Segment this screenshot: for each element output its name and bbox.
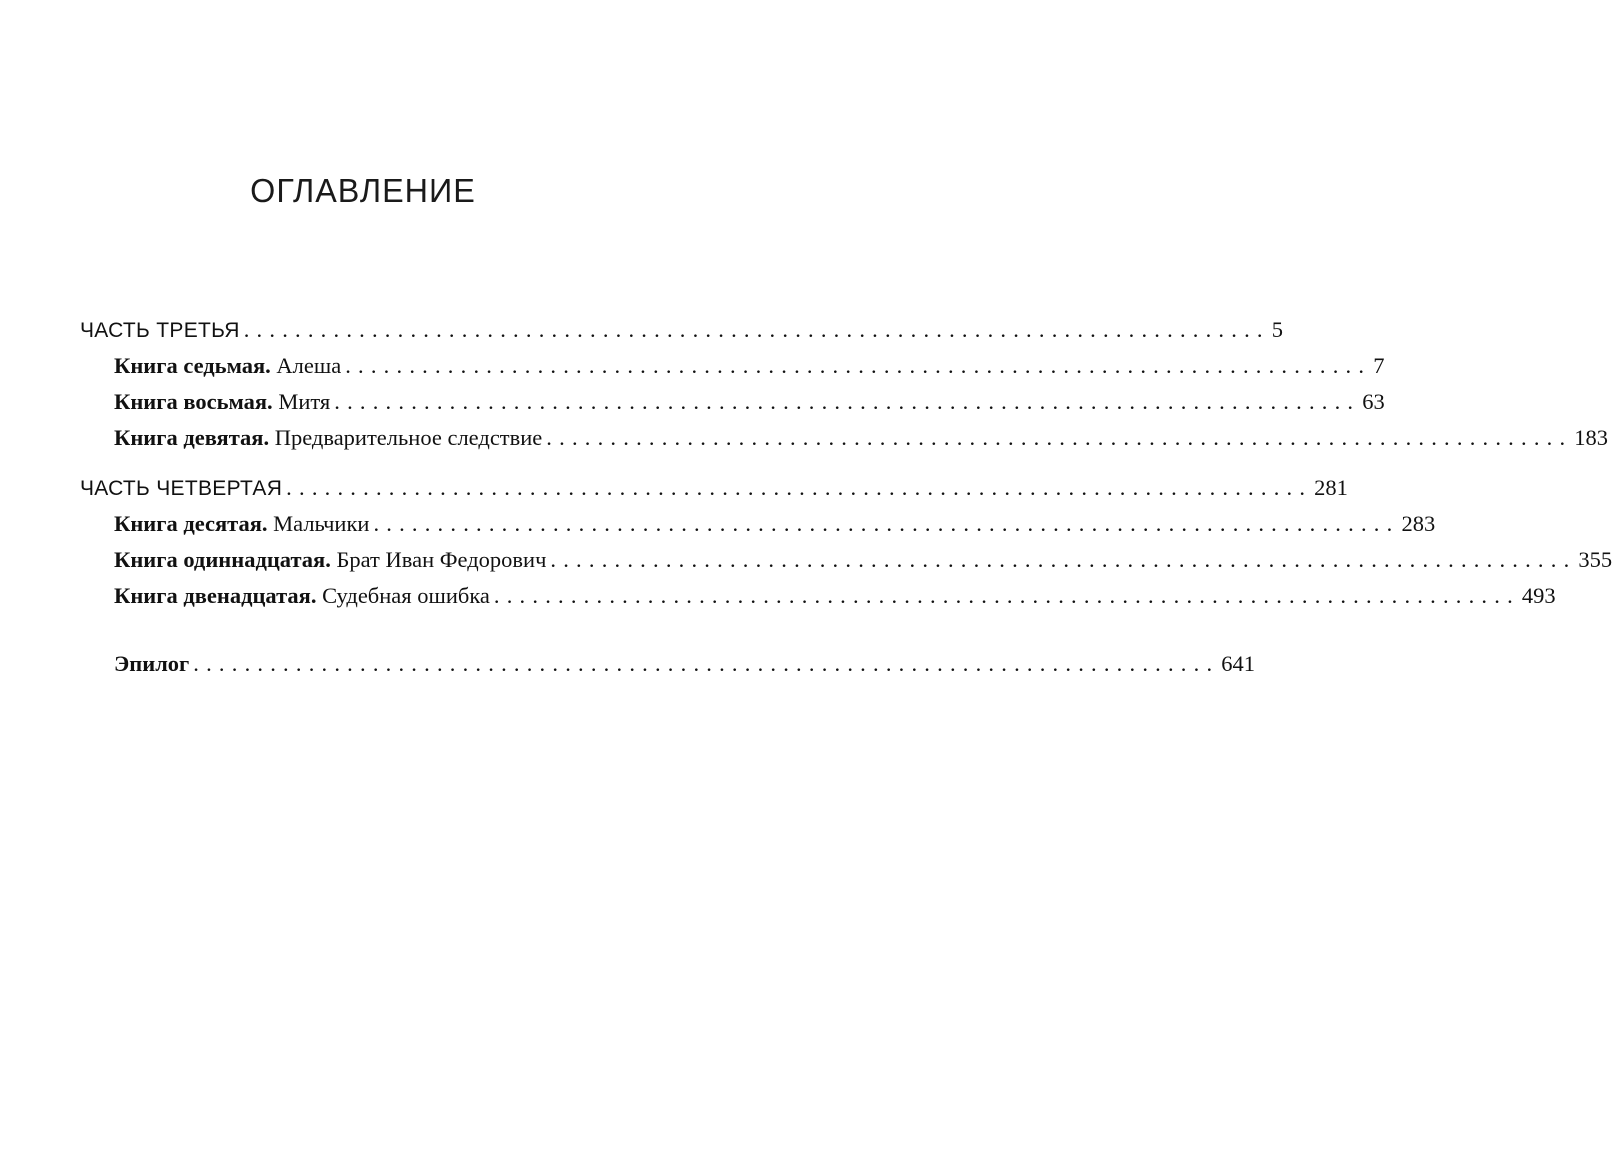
book-name: Книга восьмая. <box>114 389 273 414</box>
book-subtitle: Брат Иван Федорович <box>336 547 547 572</box>
dot-leader: ................................................................................ <box>193 651 1220 676</box>
toc-part-4[interactable] <box>80 470 1348 506</box>
page-number: 5 <box>1271 317 1283 342</box>
book-subtitle: Митя <box>278 389 331 414</box>
page-number: 493 <box>1521 583 1556 608</box>
toc-book-9[interactable] <box>80 420 1609 456</box>
book-name: Книга девятая. <box>114 425 270 450</box>
dot-leader: ................................................................................ <box>243 317 1270 342</box>
toc-part-3[interactable] <box>80 312 1283 348</box>
page-number: 355 <box>1578 547 1612 572</box>
table-of-contents <box>80 312 1612 682</box>
book-subtitle: Предварительное следствие <box>274 425 543 450</box>
book-subtitle: Мальчики <box>273 511 370 536</box>
page-number: 63 <box>1362 389 1385 414</box>
book-name: Книга седьмая. <box>114 353 271 378</box>
book-subtitle: Алеша <box>276 353 342 378</box>
page-number: 183 <box>1574 425 1609 450</box>
toc-book-7[interactable] <box>80 348 1385 384</box>
book-name: Книга одиннадцатая. <box>114 547 331 572</box>
dot-leader: ................................................................................ <box>286 475 1313 500</box>
epilogue-name: Эпилог <box>114 646 193 682</box>
toc-book-8[interactable] <box>80 384 1385 420</box>
book-name: Книга десятая. <box>114 511 268 536</box>
dot-leader: ................................................................................ <box>373 511 1400 536</box>
toc-book-10[interactable] <box>80 506 1436 542</box>
page-number: 7 <box>1373 353 1385 378</box>
toc-epilogue[interactable] <box>80 646 1256 682</box>
dot-leader: ................................................................................ <box>345 353 1372 378</box>
page-number: 283 <box>1401 511 1436 536</box>
page-title: ОГЛАВЛЕНИЕ <box>250 172 476 209</box>
page-number: 281 <box>1314 475 1348 500</box>
dot-leader: ................................................................................ <box>546 425 1573 450</box>
dot-leader: ................................................................................ <box>334 389 1361 414</box>
part-title: ЧАСТЬ ТРЕТЬЯ <box>80 313 244 349</box>
page-number: 641 <box>1221 651 1256 676</box>
part-title: ЧАСТЬ ЧЕТВЕРТАЯ <box>80 471 286 507</box>
book-subtitle: Судебная ошибка <box>322 583 490 608</box>
toc-book-11[interactable] <box>80 542 1612 578</box>
book-name: Книга двенадцатая. <box>114 583 317 608</box>
dot-leader: ................................................................................ <box>493 583 1520 608</box>
dot-leader: ................................................................................ <box>550 547 1577 572</box>
toc-book-12[interactable] <box>80 578 1556 614</box>
